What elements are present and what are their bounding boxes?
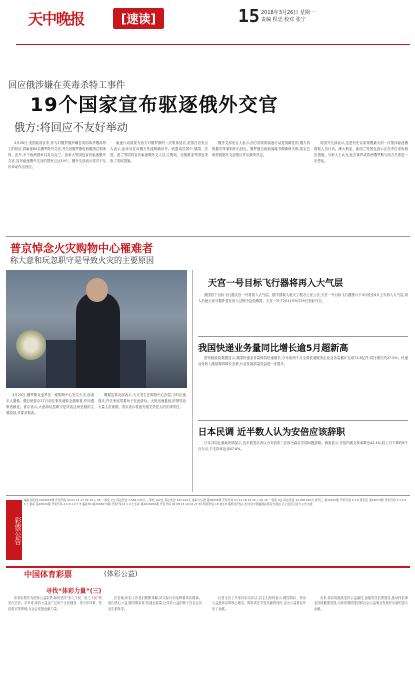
notice-board: 福彩双色球 2018033期 开奖号码 04 07 11 17 22 29 + 06 一等奖 7注 每注奖金 7,566,143元 二等奖 142注 每注奖金 167,912元 体彩大乐透 第18034期 开奖号码 03 11 18 24 30 + 05 10 一等奖 4注 每注奖金 10,000,000元 排列三 第18073期 开奖号码 5 2 8 排列五 第18073期 开奖号码 5 2 8 4 1 七星彩 第18034期 开奖号码 2 6 9 1 0 7 3 福彩3D 第2018073期 开奖号码 6 1 4 七乐彩 第2018034期 开奖号码 02 08 13 19 22 27 30 特别号码 16 快乐8 等游戏开奖公告详见中国福利彩票官方网站 以上信息以官方公告为准 [24, 498, 407, 507]
masthead-rule [16, 44, 410, 45]
section-divider [6, 495, 410, 496]
lead-column-1 [8, 140, 106, 235]
lottery-column-1: 体育彩票作为国家公益彩票,始终坚持“来之于民、用之于民”的发行宗旨。多年来,体彩公益金广泛用于全民健身、青少年体育、扶贫救灾等领域,为社会发展贡献力量。 [8, 596, 102, 611]
masthead [6, 4, 410, 44]
newspaper-logo: 天中晚报 [28, 10, 85, 28]
right-story-title: 日本民调 近半数人认为安倍应该辞职 [198, 428, 346, 438]
story-divider [198, 420, 408, 421]
lead-paragraph: 3月26日,美国政府宣布,作为对俄罗斯涉嫌在英国毒杀俄前特工的回应,将驱逐60名俄罗斯外交官,并关闭俄罗斯驻西雅图总领事馆。此外,多个欧洲国家以及乌克兰、加拿大等国也宣布驱逐俄外交官,宣布驱逐俄外交官的国家已达19个。俄外交部表示将对不友好举动作出回应。 [8, 141, 106, 169]
right-story-body: 国家邮政局数据显示,我国快递业务量保持快速增长,今年前两个月全国快递服务企业业务量累计完成71.8亿件,同比增长约27.5%。快递业务收入继续保持增长态势,行业发展质量效益进一步提升。 [198, 356, 408, 366]
fire-column-2 [98, 392, 186, 492]
right-story-body: 我国首个目标飞行器天宫一号将再入大气层。据中国载人航天工程办公室公告,天宫一号目标飞行器预计于3月底至4月上旬再入大气层,再入后绝大部分器件将在再入过程中烧蚀销毁。天宫一号于2011年9月29日发射升空。 [198, 293, 408, 303]
lottery-logo: 中国体育彩票 [24, 570, 72, 579]
section-tab: [速读] [113, 8, 164, 29]
news-photo [6, 270, 187, 388]
column-divider [192, 270, 193, 492]
right-story-body: 日本共同社最新民调显示,近半数受访者认为安倍晋三应该为森友学园问题辞职。调查显示,安倍内阁支持率降至42.4%,较上月下降约6个百分点,不支持率达到47.6%。 [198, 441, 408, 451]
lottery-tag: (体彩公益) [104, 570, 138, 578]
lead-kicker: 回应俄涉嫌在英毒杀特工事件 [8, 81, 126, 91]
lead-column-2 [110, 140, 208, 235]
right-story-title: 我国快递业务量同比增长逾5月超新高 [198, 344, 349, 354]
lottery-column-3: 记者走访了多家体彩实体店,店主们纷纷表示,理性购彩、快乐公益是体彩的核心理念。购彩者在享受乐趣的同时,也为公益事业作出了贡献。 [212, 596, 306, 611]
issue-weekday: 星期一 [299, 10, 315, 16]
fire-paragraph: 俄紧急情况部表示,火灾发生在购物中心顶层,当时正值周末,许多家庭带着孩子在此游玩。火势迅速蔓延,浓烟导致大量人员被困。普京表示将追究相关责任人的法律责任。 [98, 393, 186, 409]
lead-column-4 [314, 140, 408, 235]
fire-column-1 [6, 392, 94, 492]
lottery-title: 寻找“体彩力量”(三) [46, 588, 102, 595]
lottery-column-4: 未来,体彩将继续坚持公益属性,加强责任彩票建设,推动体彩事业持续健康发展,为体育强国建设和社会公益事业发展作出新的更大贡献。 [314, 596, 408, 611]
issue-date: 2018年3月26日 [261, 10, 299, 16]
masthead-info [261, 10, 315, 24]
notice-label: 彩票公告 [6, 500, 22, 560]
section-divider [6, 236, 410, 237]
lead-paragraph: 俄外交部发言人表示,西方国家的驱逐行动是挑衅性的,俄方将根据对等原则作出回应。俄罗斯总统新闻秘书佩斯科夫称,普京总统将根据外交部建议作出最终决定。 [212, 141, 310, 157]
right-story-title: 天宫一号目标飞行器将再入大气层 [208, 279, 344, 289]
fire-story-subtitle: 称大意和玩忽职守是导致火灾的主要原因 [10, 256, 154, 265]
lead-headline: 19个国家宣布驱逐俄外交官 [30, 94, 279, 116]
lead-subhead: 俄方:将回应不友好举动 [14, 121, 128, 134]
lottery-column-2: 在各地,体彩工作者们默默奉献,用实际行动诠释着体彩精神。他们热心公益,服务购彩者,传递正能量,让体彩公益的种子在社会各处生根发芽。 [108, 596, 202, 611]
fire-paragraph: 3月25日,俄罗斯克麦罗沃一座购物中心发生火灾,造成多人遇难。俄总统普京27日前往事发地悼念遇难者,并向遇难者献花。普京表示,大意和玩忽职守是导致这场悲剧的主要原因,并要求彻查。 [6, 393, 94, 415]
lead-column-3 [212, 140, 310, 235]
fire-story-title: 普京悼念火灾购物中心罹难者 [10, 242, 153, 255]
story-divider [198, 336, 408, 337]
editor-credit: 责编 程忠 校对 张宁 [261, 17, 306, 23]
lead-paragraph: 英国外交部表示,这是有史以来规模最大的一次集体驱逐俄情报人员行动。澳大利亚、新西兰等国也表示正在考虑采取相应措施。分析人士认为,此次事件或将使俄罗斯与西方关系进一步恶化。 [314, 141, 408, 163]
page-number: 15 [238, 6, 260, 27]
lead-paragraph: 驱逐行动被视为西方对俄罗斯的一次集体回应,美国白宫发言人表示,此举旨在向俄方传递明确信号。欧盟成员国中,德国、法国、波兰等国均宣布驱逐俄外交人员,立陶宛、拉脱维亚等国也采取了类似措施。 [110, 141, 208, 163]
